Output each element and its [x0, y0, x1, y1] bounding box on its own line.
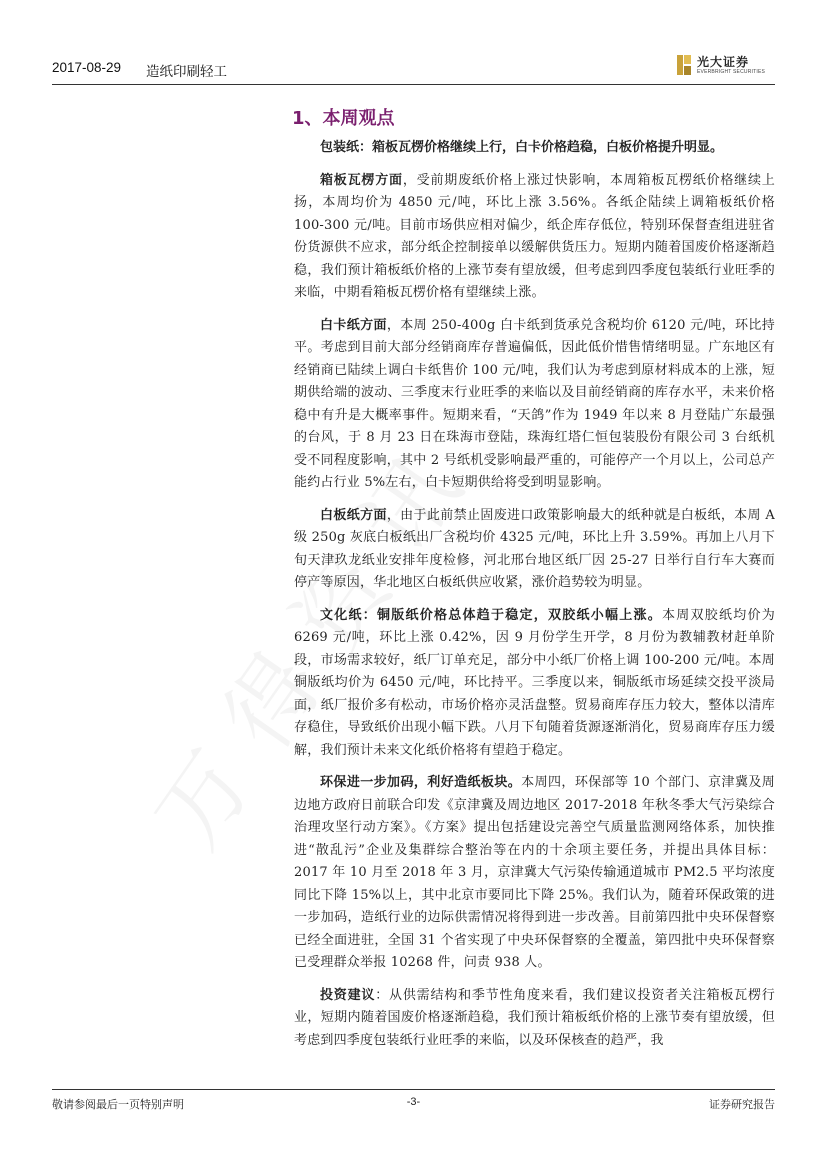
bold-lead: 白板纸方面	[320, 507, 387, 523]
page-header	[52, 52, 775, 85]
disclaimer-note: 敬请参阅最后一页特别声明	[52, 1098, 184, 1111]
report-date: 2017-08-29	[52, 60, 122, 75]
report-sector: 造纸印刷轻工	[146, 64, 227, 80]
paragraph-corrugated	[294, 170, 775, 305]
logo-english-name: EVERBRIGHT SECURITIES	[697, 69, 766, 75]
paragraph-text: 本周四，环保部等 10 个部门、京津冀及周边地方政府日前联合印发《京津冀及周边地区 2017-2018 年秋冬季大气污染综合治理攻坚行动方案》。《方案》提出包括建设完善空气质量监测网络体系，加快推进“散乱污”企业及集群综合整治等在内的十余项主要任务，并提出具体目标：2017 年 10 月至 2018 年 3 月，京津冀大气污染传输通道城市 PM2.5 平均浓度同比下降 15%以上，其中北京市要同比下降 25%。我们认为，随着环保政策的进一步加码，造纸行业的边际供需情况将得到进一步改善。目前第四批中央环保督察已经全面进驻，全国 31 个省实现了中央环保督察的全覆盖，第四批中央环保督察已受理群众举报 10268 件，问责 938 人。	[294, 775, 775, 970]
logo-chinese-name: 光大证券	[697, 55, 750, 69]
paragraph-text: ：从供需结构和季节性角度来看，我们建议投资者关注箱板瓦楞行业，短期内随着国废价格逐渐趋稳，我们预计箱板纸价格的上涨节奏有望放缓，但考虑到四季度包装纸行业旺季的来临，以及环保核查的趋严，我	[294, 987, 775, 1048]
paragraph-culture-paper	[294, 605, 775, 763]
page-footer	[52, 1089, 775, 1112]
bold-lead: 包装纸：箱板瓦楞价格继续上行，白卡价格趋稳，白板价格提升明显。	[320, 140, 724, 155]
bold-lead: 环保进一步加码，利好造纸板块。	[320, 775, 522, 790]
paragraph-whitecard	[294, 315, 775, 495]
paragraph-text: ，由于此前禁止固废进口政策影响最大的纸种就是白板纸，本周 A 级 250g 灰底白板纸出厂含税均价 4325 元/吨，环比上升 3.59%。再加上八月下旬天津玖龙纸业安排年度检修，河北邢台地区纸厂因 25-27 日举行自行车大赛而停产等原因，华北地区白板纸供应收紧，涨价趋势较为明显。	[294, 507, 775, 590]
section-title: 1、本周观点	[292, 108, 395, 129]
paragraph-text: ，受前期废纸价格上涨过快影响，本周箱板瓦楞纸价格继续上扬，本周均价为 4850 元/吨，环比上涨 3.56%。各纸企陆续上调箱板纸价格 100-300 元/吨。目前市场供应相对偏少，纸企库存低位，特别环保督查组进驻省份货源供不应求，部分纸企控制接单以缓解供货压力。短期内随着国废价格逐渐趋稳，我们预计箱板纸价格的上涨节奏有望放缓，但考虑到四季度包装纸行业旺季的来临，中期看箱板瓦楞价格有望继续上涨。	[294, 172, 775, 300]
paragraph-whiteboard	[294, 505, 775, 595]
bold-lead: 文化纸：铜版纸价格总体趋于稳定，双胶纸小幅上涨。	[320, 607, 663, 623]
report-type: 证券研究报告	[709, 1098, 775, 1111]
company-logo	[675, 52, 775, 80]
bold-lead: 箱板瓦楞方面	[320, 172, 403, 188]
page-number: -3-	[406, 1096, 421, 1108]
bold-lead: 白卡纸方面	[320, 317, 387, 333]
paragraph-text: ，本周 250-400g 白卡纸到货承兑含税均价 6120 元/吨，环比持平。考虑到目前大部分经销商库存普遍偏低，因此低价惜售情绪明显。广东地区有经销商已陆续上调白卡纸售价 100 元/吨，我们认为考虑到原材料成本的上涨，短期供给端的波动、三季度末行业旺季的来临以及目前经销商的库存水平，未来价格稳中有升是大概率事件。短期来看，“天鸽”作为 1949 年以来 8 月登陆广东最强的台风，于 8 月 23 日在珠海市登陆，珠海红塔仁恒包装股份有限公司 3 台纸机受不同程度影响，其中 2 号纸机受影响最严重的，可能停产一个月以上，公司总产能约占行业 5%左右，白卡短期供给将受到明显影响。	[294, 317, 775, 490]
paragraph-packaging-summary	[294, 137, 775, 160]
paragraph-investment-advice	[294, 985, 775, 1053]
logo-icon	[675, 54, 693, 76]
paragraph-environment	[294, 772, 775, 975]
report-body	[294, 137, 775, 1062]
bold-lead: 投资建议	[320, 987, 376, 1003]
paragraph-text: 本周双胶纸均价为 6269 元/吨，环比上涨 0.42%，因 9 月份学生开学，8 月份为教辅教材赶单阶段，市场需求较好，纸厂订单充足，部分中小纸厂价格上调 100-200 元/吨。本周铜版纸均价为 6450 元/吨，环比持平。三季度以来，铜版纸市场延续交投平淡局面，纸厂报价多有松动，市场价格亦灵活盘整。贸易商库存压力较大，整体以清库存稳住，导致纸价出现小幅下跌。八月下旬随着货源逐渐消化，贸易商库存压力缓解，我们预计未来文化纸价格将有望趋于稳定。	[294, 607, 775, 758]
